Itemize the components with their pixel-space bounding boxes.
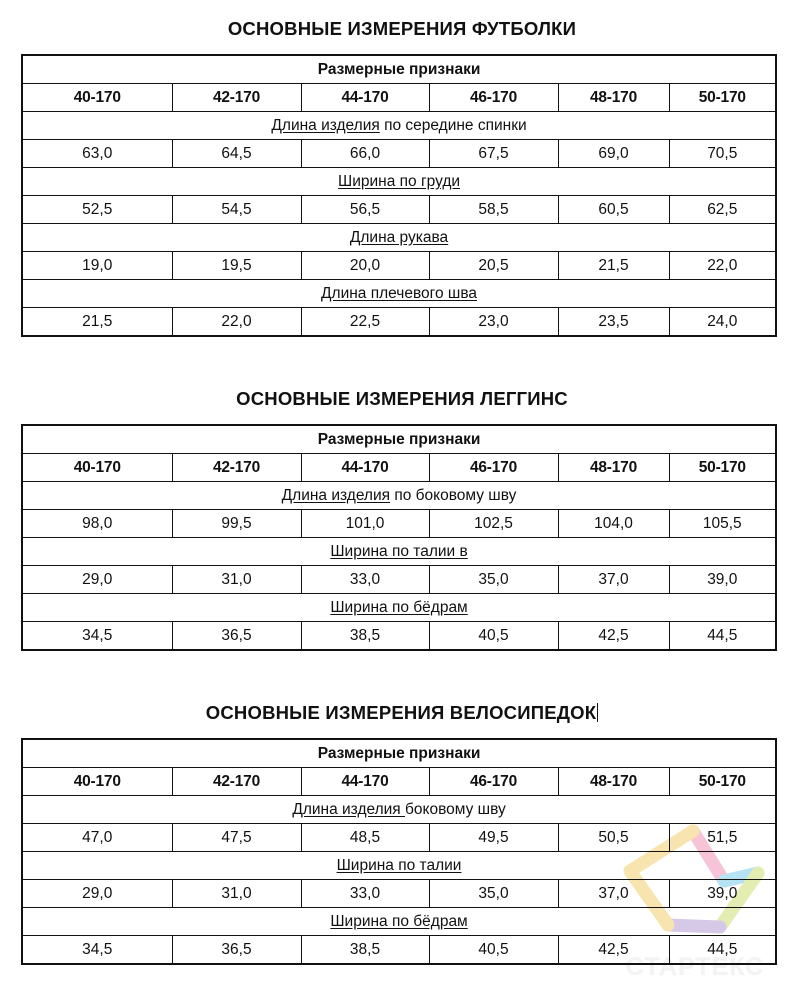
size-header-cell: 50-170 [669, 454, 776, 482]
measurement-label-row [22, 594, 776, 622]
value-cell: 33,0 [301, 566, 429, 594]
measurement-label-underlined: Длина плечевого шва [321, 284, 478, 302]
value-cell: 70,5 [669, 140, 776, 168]
size-header-cell: 40-170 [22, 454, 172, 482]
size-header-cell: 46-170 [429, 84, 558, 112]
value-cell: 23,0 [429, 308, 558, 337]
measurement-label-row [22, 224, 776, 252]
value-cell: 47,5 [172, 824, 301, 852]
measurement-label [22, 594, 776, 622]
measurement-label [22, 796, 776, 824]
value-cell: 29,0 [22, 566, 172, 594]
value-cell: 48,5 [301, 824, 429, 852]
value-cell: 62,5 [669, 196, 776, 224]
table-caption: Размерные признаки [22, 55, 776, 84]
section-velo [0, 702, 804, 965]
value-cell: 29,0 [22, 880, 172, 908]
value-cell: 23,5 [558, 308, 669, 337]
value-cell: 39,0 [669, 566, 776, 594]
value-cell: 99,5 [172, 510, 301, 538]
value-cell: 66,0 [301, 140, 429, 168]
value-cell: 40,5 [429, 622, 558, 651]
value-cell: 47,0 [22, 824, 172, 852]
measurement-label [22, 112, 776, 140]
measurement-label-row [22, 538, 776, 566]
value-cell: 98,0 [22, 510, 172, 538]
value-cell: 35,0 [429, 880, 558, 908]
value-cell: 35,0 [429, 566, 558, 594]
measurement-label-row [22, 908, 776, 936]
value-cell: 34,5 [22, 936, 172, 965]
table-caption-row [22, 55, 776, 84]
value-cell: 56,5 [301, 196, 429, 224]
value-cell: 19,5 [172, 252, 301, 280]
measurement-label-underlined: Длина изделия [281, 486, 391, 504]
size-header-cell: 42-170 [172, 84, 301, 112]
measurement-label-plain: по боковому шву [390, 486, 517, 504]
section-leggins [0, 388, 804, 651]
section-title-text: ОСНОВНЫЕ ИЗМЕРЕНИЯ ВЕЛОСИПЕДОК [205, 702, 597, 723]
value-cell: 40,5 [429, 936, 558, 965]
size-header-cell: 46-170 [429, 454, 558, 482]
table-row [22, 880, 776, 908]
table-caption-row [22, 425, 776, 454]
table-caption: Размерные признаки [22, 739, 776, 768]
value-cell: 22,5 [301, 308, 429, 337]
table-header-row [22, 454, 776, 482]
table-row [22, 140, 776, 168]
value-cell: 33,0 [301, 880, 429, 908]
table-row [22, 308, 776, 337]
value-cell: 67,5 [429, 140, 558, 168]
measurement-label-row [22, 112, 776, 140]
size-table-tshirt [21, 54, 777, 337]
value-cell: 37,0 [558, 566, 669, 594]
measurement-label [22, 168, 776, 196]
size-table-leggins [21, 424, 777, 651]
text-cursor [597, 703, 598, 722]
measurement-label-underlined: Длина изделия [292, 800, 405, 818]
measurement-label-row [22, 168, 776, 196]
table-row [22, 510, 776, 538]
measurement-label-underlined: Ширина по груди [338, 172, 461, 190]
section-title-velo [0, 702, 804, 724]
measurement-label [22, 482, 776, 510]
table-caption-row [22, 739, 776, 768]
value-cell: 21,5 [558, 252, 669, 280]
measurement-label-row [22, 482, 776, 510]
value-cell: 22,0 [172, 308, 301, 337]
value-cell: 22,0 [669, 252, 776, 280]
size-table-velo [21, 738, 777, 965]
size-header-cell: 42-170 [172, 454, 301, 482]
section-title-tshirt [0, 18, 804, 40]
value-cell: 42,5 [558, 622, 669, 651]
measurement-label [22, 280, 776, 308]
table-row [22, 936, 776, 965]
value-cell: 19,0 [22, 252, 172, 280]
size-header-cell: 42-170 [172, 768, 301, 796]
measurement-label-row [22, 796, 776, 824]
value-cell: 44,5 [669, 622, 776, 651]
value-cell: 54,5 [172, 196, 301, 224]
size-header-cell: 50-170 [669, 768, 776, 796]
table-header-row [22, 768, 776, 796]
size-header-cell: 44-170 [301, 454, 429, 482]
value-cell: 102,5 [429, 510, 558, 538]
measurement-label-underlined: Ширина по бёдрам [330, 598, 468, 616]
value-cell: 31,0 [172, 566, 301, 594]
size-header-cell: 40-170 [22, 84, 172, 112]
measurement-label-plain: по середине спинки [379, 116, 527, 134]
measurement-label-underlined: Ширина по бёдрам [330, 912, 468, 930]
section-tshirt [0, 18, 804, 337]
value-cell: 69,0 [558, 140, 669, 168]
measurement-label [22, 224, 776, 252]
value-cell: 63,0 [22, 140, 172, 168]
table-row [22, 252, 776, 280]
value-cell: 20,0 [301, 252, 429, 280]
value-cell: 50,5 [558, 824, 669, 852]
value-cell: 101,0 [301, 510, 429, 538]
table-row [22, 566, 776, 594]
value-cell: 38,5 [301, 936, 429, 965]
size-header-cell: 44-170 [301, 84, 429, 112]
value-cell: 58,5 [429, 196, 558, 224]
section-title-text: ОСНОВНЫЕ ИЗМЕРЕНИЯ ЛЕГГИНС [236, 388, 568, 409]
size-header-cell: 48-170 [558, 768, 669, 796]
value-cell: 42,5 [558, 936, 669, 965]
value-cell: 49,5 [429, 824, 558, 852]
size-header-cell: 50-170 [669, 84, 776, 112]
value-cell: 60,5 [558, 196, 669, 224]
size-header-cell: 40-170 [22, 768, 172, 796]
value-cell: 51,5 [669, 824, 776, 852]
table-row [22, 196, 776, 224]
value-cell: 37,0 [558, 880, 669, 908]
measurement-label [22, 852, 776, 880]
value-cell: 44,5 [669, 936, 776, 965]
measurement-label-underlined: Ширина по талии [336, 856, 462, 874]
table-caption: Размерные признаки [22, 425, 776, 454]
size-header-cell: 48-170 [558, 454, 669, 482]
value-cell: 36,5 [172, 936, 301, 965]
measurement-label-plain: боковому шву [405, 800, 506, 818]
measurement-label-underlined: Длина рукава [349, 228, 449, 246]
value-cell: 52,5 [22, 196, 172, 224]
measurement-label-underlined: Длина изделия [271, 116, 380, 134]
value-cell: 21,5 [22, 308, 172, 337]
section-title-text: ОСНОВНЫЕ ИЗМЕРЕНИЯ ФУТБОЛКИ [227, 18, 577, 39]
watermark-brand-text: СТАРТЕКС [625, 953, 765, 981]
value-cell: 104,0 [558, 510, 669, 538]
value-cell: 24,0 [669, 308, 776, 337]
value-cell: 39,0 [669, 880, 776, 908]
value-cell: 34,5 [22, 622, 172, 651]
section-title-leggins [0, 388, 804, 410]
size-header-cell: 48-170 [558, 84, 669, 112]
measurement-label-row [22, 852, 776, 880]
table-row [22, 622, 776, 651]
value-cell: 38,5 [301, 622, 429, 651]
size-header-cell: 44-170 [301, 768, 429, 796]
value-cell: 64,5 [172, 140, 301, 168]
table-header-row [22, 84, 776, 112]
value-cell: 105,5 [669, 510, 776, 538]
value-cell: 31,0 [172, 880, 301, 908]
measurement-label-underlined: Ширина по талии в [330, 542, 468, 560]
value-cell: 36,5 [172, 622, 301, 651]
measurement-label [22, 538, 776, 566]
measurement-label [22, 908, 776, 936]
value-cell: 20,5 [429, 252, 558, 280]
table-row [22, 824, 776, 852]
measurement-label-row [22, 280, 776, 308]
size-header-cell: 46-170 [429, 768, 558, 796]
